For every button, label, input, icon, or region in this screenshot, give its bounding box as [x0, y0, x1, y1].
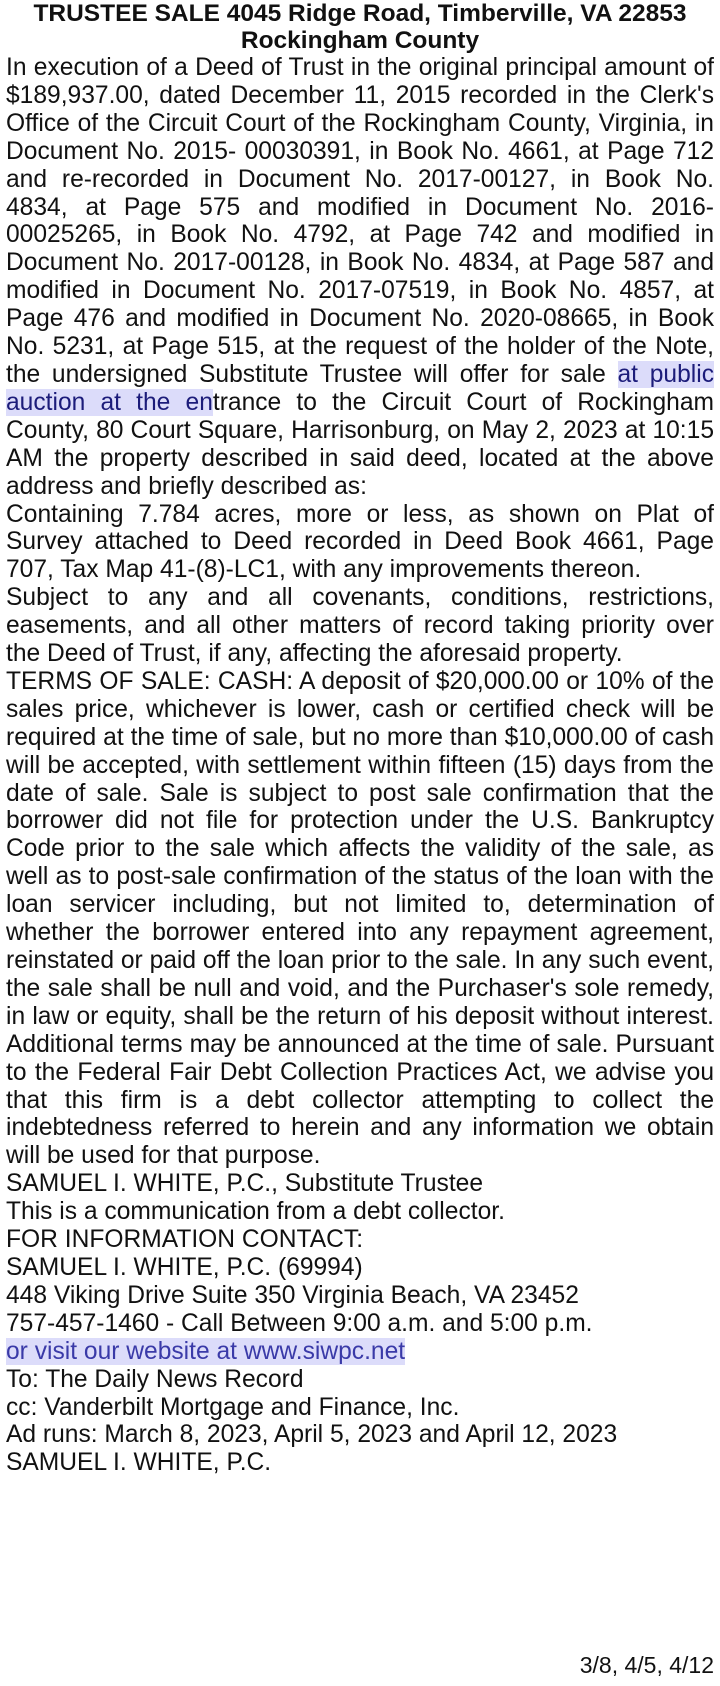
- ad-runs-line: Ad runs: March 8, 2023, April 5, 2023 and April 12, 2023: [6, 1421, 618, 1449]
- website-line: [6, 1338, 714, 1366]
- website-link[interactable]: or visit our website at www.siwpc.net: [6, 1337, 406, 1365]
- notice-body: [6, 54, 714, 1477]
- debt-collector-line: This is a communication from a debt collector.: [6, 1198, 505, 1226]
- phone-line: 757-457-1460 - Call Between 9:00 a.m. and 5:00 p.m.: [6, 1309, 593, 1337]
- recipient-line: To: The Daily News Record: [6, 1365, 304, 1393]
- firm-address: 448 Viking Drive Suite 350 Virginia Beach, VA 23452: [6, 1281, 579, 1309]
- substitute-trustee-line: SAMUEL I. WHITE, P.C., Substitute Trustee: [6, 1170, 484, 1198]
- paragraph-property-description: Containing 7.784 acres, more or less, as shown on Plat of Survey attached to Deed recorded in Deed Book 4661, Page 707, Tax Map 41-(8)-LC1, with any improvements thereon.: [6, 500, 714, 584]
- notice-title: TRUSTEE SALE 4045 Ridge Road, Timberville, VA 22853 Rockingham County: [33, 0, 687, 54]
- highlighted-auction-text[interactable]: at public auction at the en: [6, 360, 714, 416]
- legal-notice: [6, 0, 714, 1477]
- paragraph-terms-of-sale: TERMS OF SALE: CASH: A deposit of $20,000.00 or 10% of the sales price, whichever is lower, cash or certified check will be required at the time of sale, but no more than $10,000.00 of cash will be accepted, with settlement within fifteen (15) days from the date of sale. Sale is subject to post sale confirmation that the borrower did not file for protection under the U.S. Bankruptcy Code prior to the sale which affects the validity of the sale, as well as to post-sale confirmation of the status of the loan with the loan servicer including, but not limited to, determination of whether the borrower entered into any repayment agreement, reinstated or paid off the loan prior to the sale. In any such event, the sale shall be null and void, and the Purchaser's sole remedy, in law or equity, shall be the return of his deposit without interest. Additional terms may be announced at the time of sale. Pursuant to the Federal Fair Debt Collection Practices Act, we advise you that this firm is a debt collector attempting to collect the indebtedness referred to herein and any information we obtain will be used for that purpose.: [6, 667, 714, 1170]
- run-dates: 3/8, 4/5, 4/12: [579, 1652, 714, 1678]
- paragraph-deed-of-trust-text: In execution of a Deed of Trust in the original principal amount of $189,937.00, dated December 11, 2015 recorded in the Clerk's Office of the Circuit Court of the Rockingham County, Virginia, in Document No. 2015- 00030391, in Book No. 4661, at Page 712 and re-recorded in Document No. 2017-00127, in Book No. 4834, at Page 575 and modified in Document No. 2016-00025265, in Book No. 4792, at Page 742 and modified in Document No. 2017-00128, in Book No. 4834, at Page 587 and modified in Document No. 2017-07519, in Book No. 4857, at Page 476 and modified in Document No. 2020-08665, in Book No. 5231, at Page 515, at the request of the holder of the Note, the undersigned Substitute Trustee will offer for sale: [6, 54, 714, 388]
- contact-heading: FOR INFORMATION CONTACT:: [6, 1226, 364, 1254]
- signature-line: SAMUEL I. WHITE, P.C.: [6, 1449, 272, 1477]
- paragraph-deed-of-trust: [6, 54, 714, 501]
- paragraph-subject-to: Subject to any and all covenants, conditions, restrictions, easements, and all other matters of record taking priority over the Deed of Trust, if any, affecting the aforesaid property.: [6, 584, 714, 668]
- cc-line: cc: Vanderbilt Mortgage and Finance, Inc.: [6, 1393, 460, 1421]
- paragraph-deed-of-trust-text-continued: trance to the Circuit Court of Rockingham County, 80 Court Square, Harrisonburg, on May 2, 2023 at 10:15 AM the property described in said deed, located at the above address and briefly described as:: [6, 388, 714, 500]
- firm-id-line: SAMUEL I. WHITE, P.C. (69994): [6, 1253, 363, 1281]
